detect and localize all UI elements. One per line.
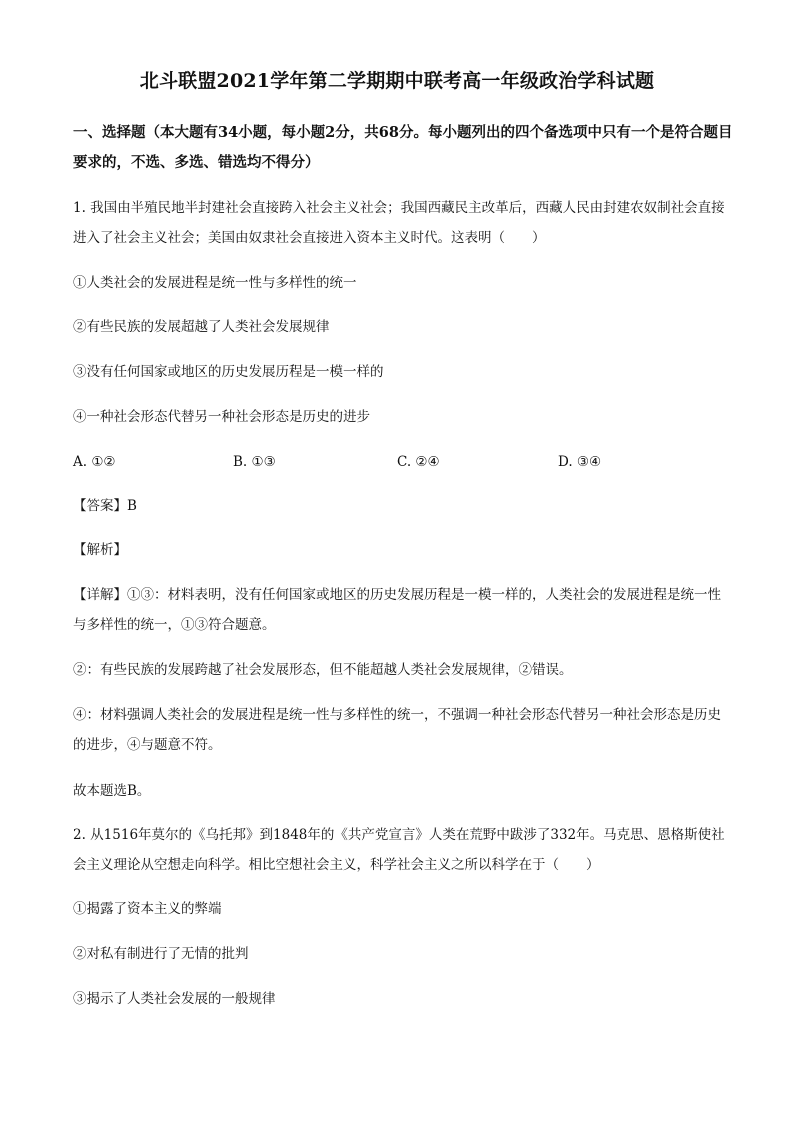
answer-line: 【答案】B (73, 498, 137, 514)
section-heading: 一、选择题（本大题有34小题，每小题2分，共68分。每小题列出的四个备选项中只有一个是符合题目要求的，不选、多选、错选均不得分） (73, 124, 733, 171)
detail-paragraph-3: ④：材料强调人类社会的发展进程是统一性与多样性的统一，不强调一种社会形态代替另一种社会形态是历史的进步，④与题意不符。 (73, 707, 721, 753)
question-1-item-1: ①人类社会的发展进程是统一性与多样性的统一 (73, 275, 357, 291)
question-1-item-4: ④一种社会形态代替另一种社会形态是历史的进步 (73, 409, 370, 425)
option-d: D. ③④ (558, 454, 602, 470)
question-2-item-2: ②对私有制进行了无情的批判 (73, 946, 249, 962)
analysis-label: 【解析】 (73, 542, 127, 558)
conclusion-line: 故本题选B。 (73, 783, 151, 799)
question-2-stem: 2. 从1516年莫尔的《乌托邦》到1848年的《共产党宣言》人类在荒野中跋涉了332年。马克思、恩格斯使社会主义理论从空想走向科学。相比空想社会主义，科学社会主义之所以科学在于（ ） (73, 827, 725, 873)
question-1-item-2: ②有些民族的发展超越了人类社会发展规律 (73, 319, 330, 335)
option-b: B. ①③ (233, 454, 276, 470)
question-2-item-3: ③揭示了人类社会发展的一般规律 (73, 991, 276, 1007)
question-2-item-1: ①揭露了资本主义的弊端 (73, 901, 222, 917)
question-1-item-3: ③没有任何国家或地区的历史发展历程是一模一样的 (73, 364, 384, 380)
question-1-stem: 1. 我国由半殖民地半封建社会直接跨入社会主义社会；我国西藏民主改革后，西藏人民由封建农奴制社会直接进入了社会主义社会；美国由奴隶社会直接进入资本主义时代。这表明（ ） (73, 200, 725, 246)
question-1-options (73, 447, 733, 477)
detail-paragraph-1: 【详解】①③：材料表明，没有任何国家或地区的历史发展历程是一模一样的，人类社会的发展进程是统一性与多样性的统一，①③符合题意。 (73, 587, 721, 633)
option-a: A. ①② (73, 454, 116, 470)
detail-paragraph-2: ②：有些民族的发展跨越了社会发展形态，但不能超越人类社会发展规律，②错误。 (73, 662, 573, 678)
document-title: 北斗联盟2021学年第二学期期中联考高一年级政治学科试题 (139, 70, 655, 92)
option-c: C. ②④ (397, 454, 440, 470)
